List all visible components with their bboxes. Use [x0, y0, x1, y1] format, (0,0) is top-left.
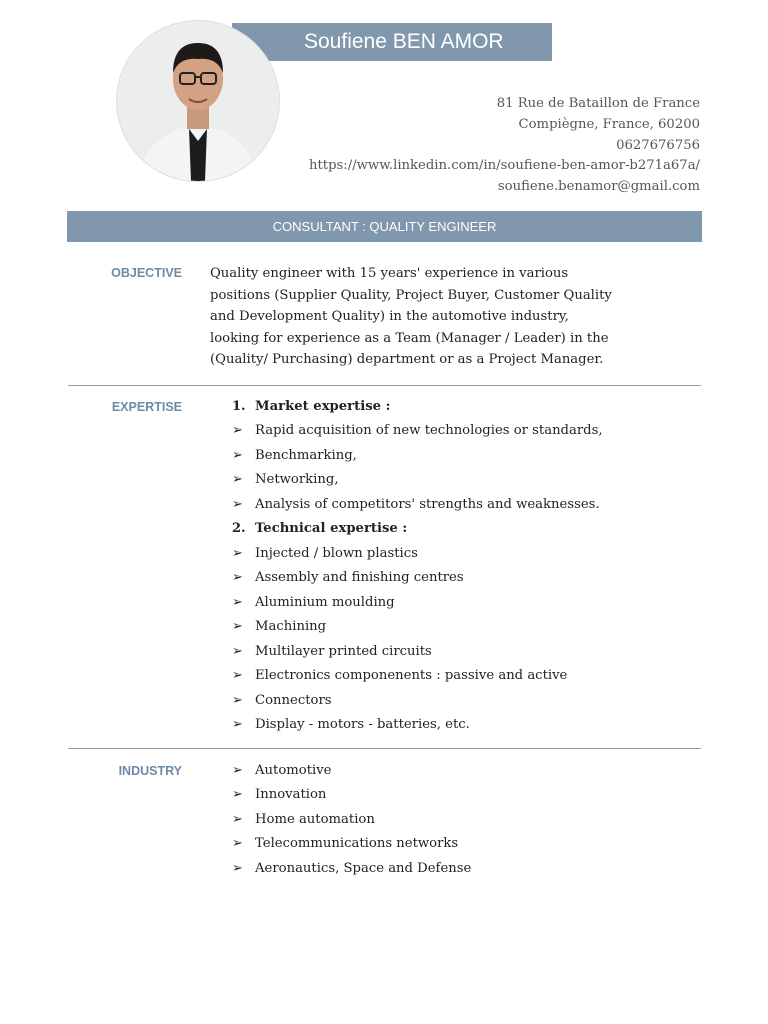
list-item: ➢ Multilayer printed circuits: [232, 643, 432, 659]
list-item: ➢ Assembly and finishing centres: [232, 570, 464, 586]
list-item: ➢ Home automation: [232, 811, 375, 827]
section-divider: [68, 748, 701, 749]
arrow-bullet-icon: ➢: [232, 472, 243, 488]
person-name: Soufiene BEN AMOR: [304, 30, 504, 53]
list-item: ➢ Display - motors - batteries, etc.: [232, 717, 470, 733]
arrow-bullet-icon: ➢: [232, 496, 243, 512]
expertise-list: [232, 394, 603, 737]
arrow-bullet-icon: ➢: [232, 668, 243, 684]
person-portrait-icon: [117, 21, 279, 181]
expertise-heading-technical: 2. Technical expertise :: [232, 521, 408, 537]
list-item: ➢ Aluminium moulding: [232, 594, 395, 610]
industry-label: INDUSTRY: [118, 764, 182, 778]
arrow-bullet-icon: ➢: [232, 717, 243, 733]
list-item: ➢ Machining: [232, 619, 327, 635]
email-link[interactable]: soufiene.benamor@gmail.com: [497, 179, 700, 195]
arrow-bullet-icon: ➢: [232, 860, 243, 876]
address-line-2: Compiègne, France, 60200: [518, 116, 700, 132]
job-title-bar: [67, 211, 702, 242]
industry-list: [232, 758, 471, 881]
list-item: ➢ Analysis of competitors' strengths and weaknesses.: [232, 496, 600, 512]
list-item: ➢ Telecommunications networks: [232, 836, 459, 852]
arrow-bullet-icon: ➢: [232, 692, 243, 708]
expertise-heading-market: 1. Market expertise :: [232, 398, 391, 414]
list-item: ➢ Networking,: [232, 472, 339, 488]
phone-number: 0627676756: [616, 137, 700, 153]
arrow-bullet-icon: ➢: [232, 836, 243, 852]
contact-block: [309, 94, 700, 198]
address-line-1: 81 Rue de Bataillon de France: [496, 96, 700, 111]
arrow-bullet-icon: ➢: [232, 423, 243, 439]
arrow-bullet-icon: ➢: [232, 811, 243, 827]
profile-photo: [116, 20, 280, 182]
list-item: ➢ Aeronautics, Space and Defense: [232, 860, 472, 876]
arrow-bullet-icon: ➢: [232, 570, 243, 586]
arrow-bullet-icon: ➢: [232, 643, 243, 659]
list-item: ➢ Electronics componenents : passive and active: [232, 668, 568, 684]
list-item: ➢ Rapid acquisition of new technologies or standards,: [232, 423, 603, 439]
arrow-bullet-icon: ➢: [232, 762, 243, 778]
arrow-bullet-icon: ➢: [232, 447, 243, 463]
objective-text: Quality engineer with 15 years' experience in various positions (Supplier Quality, Project Buyer, Customer Quality and Development Quality) in the automotive industry, looking for experience as a Team (Manager / Leader) in the (Quality/ Purchasing) department or as a Project Manager.: [210, 266, 612, 368]
list-item: ➢ Benchmarking,: [232, 447, 357, 463]
arrow-bullet-icon: ➢: [232, 787, 243, 803]
name-banner: [232, 23, 552, 61]
list-item: ➢ Innovation: [232, 787, 327, 803]
arrow-bullet-icon: ➢: [232, 545, 243, 561]
job-title: CONSULTANT : QUALITY ENGINEER: [272, 219, 497, 234]
arrow-bullet-icon: ➢: [232, 594, 243, 610]
linkedin-link[interactable]: https://www.linkedin.com/in/soufiene-ben-amor-b271a67a/: [309, 158, 700, 174]
arrow-bullet-icon: ➢: [232, 619, 243, 635]
list-item: ➢ Automotive: [232, 762, 332, 778]
objective-label: OBJECTIVE: [111, 266, 182, 280]
expertise-label: EXPERTISE: [111, 400, 182, 414]
list-item: ➢ Connectors: [232, 692, 332, 708]
list-item: ➢ Injected / blown plastics: [232, 545, 418, 561]
section-divider: [68, 385, 701, 386]
